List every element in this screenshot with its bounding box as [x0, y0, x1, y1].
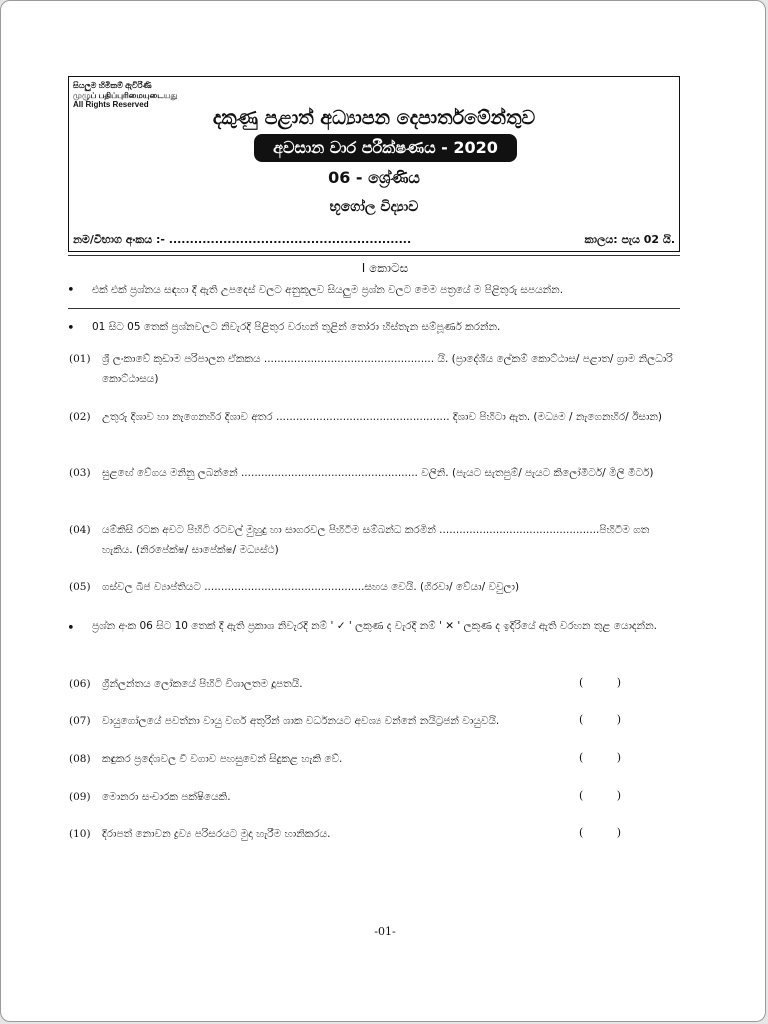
bracket-close: ) — [616, 826, 621, 839]
bracket-open: ( — [579, 676, 584, 689]
bracket-open: ( — [579, 751, 584, 764]
bullet: • — [67, 283, 75, 298]
page-number: -01- — [374, 925, 396, 938]
bracket-close: ) — [616, 751, 621, 764]
answer-bracket[interactable] — [579, 751, 621, 764]
divider — [68, 255, 680, 256]
bracket-close: ) — [616, 789, 621, 802]
question-number: (02) — [69, 411, 91, 423]
copyright-line: All Rights Reserved — [73, 100, 149, 109]
question-text: උතුරු දිශාව හා නැගෙනහිර දිශාව අතර .................................................... දිශාව පිහිටා ඇත. (මධ්‍යම / නැගෙනහිර/ ඊසාන) — [102, 411, 663, 423]
question-text: ශ්‍රී ලංකාවේ කුඩාම පරිපාලන ඒකකය ................................................... යි. (ප්‍රාදේශීය ලේකම් කොට්ඨාස/ පළාත/ ග්‍රාම නිලධාරි කොට්ඨාසය) — [102, 353, 673, 385]
question-number: (06) — [69, 678, 91, 690]
answer-bracket[interactable] — [579, 789, 621, 802]
header-box — [68, 76, 680, 252]
bracket-open: ( — [579, 789, 584, 802]
question-text: දිරාපත් නොවන ද්‍රව්‍ය පරිසරයට මුදා හැරීම හානිකරය. — [102, 828, 331, 840]
subject-title: භූගෝල විද්‍යාව — [329, 199, 419, 215]
question-number: (01) — [69, 353, 91, 365]
time-allowed: කාලය: පැය 02 යි. — [584, 233, 675, 246]
question-number: (05) — [69, 581, 91, 593]
instruction-fill-in: 01 සිට 05 තෙක් ප්‍රශ්නවලට නිවැරදි පිළිතුර වරහන් තුළින් තෝරා හිස්තැන සම්පූර්ණ කරන්න. — [92, 321, 501, 333]
part-title: I කොටස — [361, 261, 409, 275]
question-text: යම්කිසි රටක අවට පිහිටි රටවල් මුහුදු හා සාගරවල පිහිටීම සම්බන්ධ කරමින් ................................................පිහිටීම ගත හැකිය. (නිරපේක්ෂ/ සාපේක්ෂ/ මධ්‍යස්ථ) — [102, 524, 650, 556]
question-number: (07) — [69, 715, 91, 727]
answer-bracket[interactable] — [579, 676, 621, 689]
bullet: • — [67, 621, 75, 636]
divider — [68, 308, 680, 309]
question-text: සුළඟේ වේගය මනිනු ලබන්නේ ..................................................... වලිනි. (පැයට සැතපුම්/ පැයට කිලෝමීටර්/ මිලි මීටර්) — [102, 467, 654, 479]
question-text: මොනරා සංචාරක පක්ෂියෙකි. — [102, 791, 231, 803]
instruction-general: එක් එක් ප්‍රශ්නය සඳහා දී ඇති උපදෙස් වලට අනුකූලව සියලුම ප්‍රශ්න වලට මෙම පත්‍රයේ ම පිළිතුරු සපයන්න. — [92, 284, 564, 296]
exam-title-badge: අවසාන වාර පරීක්ෂණය - 2020 — [254, 134, 517, 162]
grade-label: 06 - ශ්‍රේණිය — [328, 168, 420, 187]
bracket-close: ) — [616, 713, 621, 726]
copyright-notice — [73, 81, 177, 110]
question-number: (09) — [69, 791, 91, 803]
name-index-field: නම/විභාග අංකය :- .......................................................... — [73, 233, 412, 246]
answer-bracket[interactable] — [579, 826, 621, 839]
bracket-open: ( — [579, 713, 584, 726]
question-number: (10) — [69, 828, 91, 840]
question-number: (03) — [69, 467, 91, 479]
copyright-line: සියලුම හිමිකම් ඇවිරිණි — [73, 81, 152, 90]
instruction-true-false: ප්‍රශ්න අංක 06 සිට 10 තෙක් දී ඇති ප්‍රකාශ නිවැරදි නම් ' ✓ ' ලකුණ ද වැරදි නම් ' ✕ ' ලකුණ ද ඉදිරියේ ඇති වරහන තුළ යොදන්න. — [92, 620, 657, 632]
question-text: ග්‍රීන්ලන්තය ලෝකයේ පිහිටි විශාලතම දූපතයි. — [102, 678, 303, 690]
department-title: දකුණු පළාත් අධ්‍යාපන දෙපාර්තමේන්තුව — [212, 107, 536, 129]
copyright-line: முழுப் பதிப்புரிமையுடையது — [73, 90, 178, 100]
question-number: (04) — [69, 524, 91, 536]
question-text: වායුගෝලයේ පවත්නා වායු වර්ග අතුරින් ශාක වර්ධනයට අවශ්‍ය වන්නේ නයිට්‍රජන් වායුවයි. — [102, 715, 500, 727]
question-text: කඳුකර ප්‍රදේශවල වී වගාව පහසුවෙන් සිදුකළ හැකි වේ. — [102, 753, 343, 765]
bullet: • — [67, 321, 75, 336]
question-text: ගස්වල බීජ ව්‍යාප්තියට ................................................සහය වෙයි. (ගිරවා/ වේයා/ වවුලා) — [102, 581, 520, 593]
bracket-open: ( — [579, 826, 584, 839]
bracket-close: ) — [616, 676, 621, 689]
question-number: (08) — [69, 753, 91, 765]
answer-bracket[interactable] — [579, 713, 621, 726]
